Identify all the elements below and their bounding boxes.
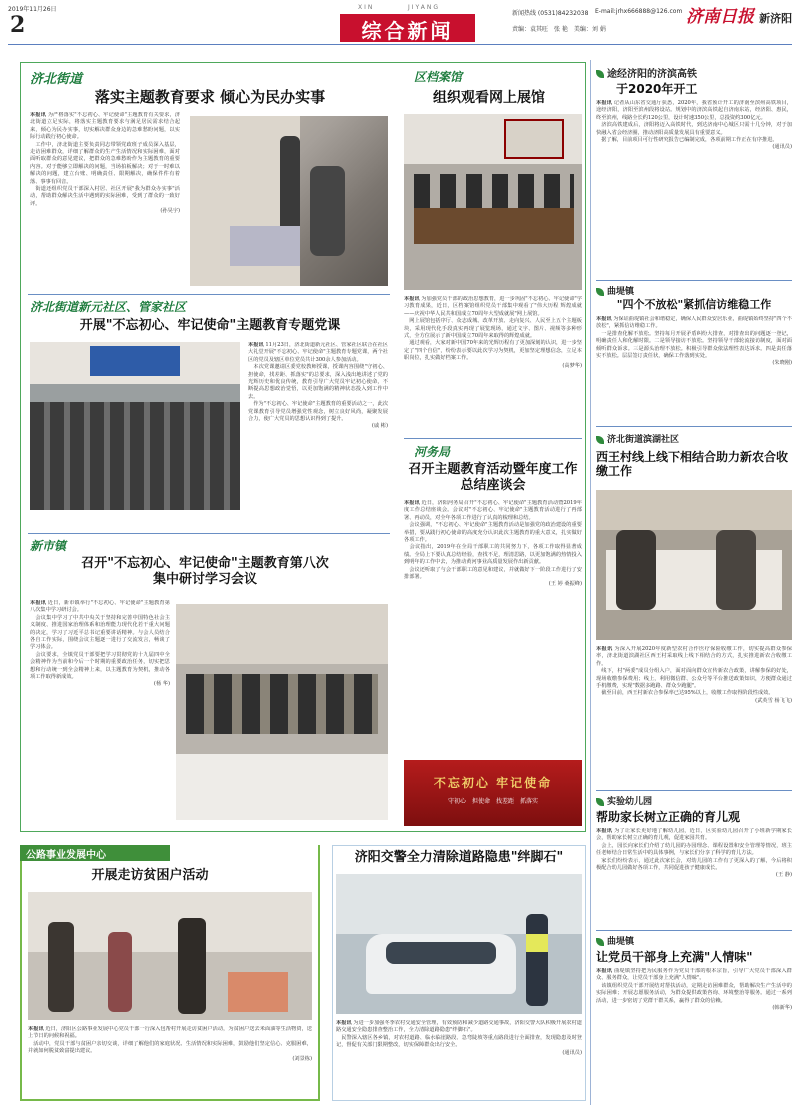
a1-tag: 济北街道 [30, 72, 83, 87]
a5-headline: 召开主题教育活动暨年度工作总结座谈会 [408, 462, 578, 493]
a5-body [404, 500, 582, 688]
logo-text: 济南日报 [686, 7, 754, 27]
a12-lead: 本报讯 [336, 1020, 352, 1026]
logo-sub: 新济阳 [759, 12, 793, 25]
a2-lead: 本报讯 [248, 342, 264, 348]
a1-author: (孙昊宇) [160, 208, 180, 215]
a10-text: 曲堤镇坚持把为民服务作为党员干部的根本宗旨，引导广大党员干部深入群众、服务群众，让党员干部身上充满"人情味"。 该镇组织党员干部开展结对帮扶活动，定期走访困难群众，帮助解决生产生活中的实际困难；开展志愿服务活动，为群众提供政策咨询、环境整治等服务。通过一系列活动，进一步密切了党群干群关系，赢得了群众的信赖。 [596, 968, 792, 1004]
a9-body [596, 828, 792, 928]
a12-body [336, 1020, 582, 1098]
a9-headline: 帮助家长树立正确的育儿观 [596, 810, 741, 824]
a1-lead: 本报讯 [30, 112, 46, 118]
masthead-date: 2019年11月26日 [8, 6, 57, 13]
a5-lead: 本报讯 [404, 500, 420, 506]
a4-photo [404, 114, 582, 290]
a5-text: 近日，济阳河务局召开"不忘初心、牢记使命"主题教育活动暨2019年度工作总结座谈会。会议对"不忘初心、牢记使命"主题教育活动进行了再部署、再动员，对全年各项工作进行了认真的梳理和总结。 会议强调，"不忘初心、牢记使命"主题教育活动是加强党的政治建设的重要举措，要从践行初心使命的高度充分认识此次主题教育的重大意义，扎实做好各项工作。 会议指出，2019年在全局干部职工的共同努力下，各项工作取得显著成绩。全局上下要认真总结经验，查找不足，理清思路，以更加饱满的热情投入到明年的工作中去，为推动黄河事业高质量发展作出新贡献。 会议还听取了与会干部职工的意见和建议，并就做好下一阶段工作进行了安排部署。 [404, 500, 582, 581]
a11-tag: 公路事业发展中心 [26, 850, 106, 861]
a8-tag-wrap [596, 432, 679, 445]
a11-body [28, 1026, 312, 1098]
a8-tag: 济北街道滨湖社区 [607, 435, 680, 445]
leaf-icon [596, 798, 604, 806]
a7-headline: "四个不放松"紧抓信访维稳工作 [616, 298, 772, 311]
a2-tag: 济北街道新元社区、管家社区 [30, 300, 187, 314]
masthead-rule [8, 44, 792, 45]
logo [686, 2, 796, 26]
a7-tag-wrap [596, 284, 634, 297]
a6-tag: 途经济阳的济滨高铁 [607, 69, 697, 80]
page-number: 2 [10, 12, 26, 38]
a5-banner [404, 760, 582, 826]
a5-banner-text: 不忘初心 牢记使命 [433, 776, 553, 790]
a2-text: 11月23日，济北街道新元社区、管家社区联合在社区大礼堂开展"不忘初心、牢记使命"主题教育专题党课，两个社区的党员及辖区单位党员共计300余人参加活动。 本次党课邀请区委党校教师授课，授课内容围绕"守初心、担使命，找差距、抓落实"的总要求，深入浅出地讲述了党的光辉历史和优良传统，教育引导广大党员牢记初心使命，不断提高思想政治觉悟，以更加饱满的精神状态投入到工作中去。 作为"不忘初心、牢记使命"主题教育的重要活动之一，此次党课教育引导党员增强党性观念，树立良好风尚，凝聚发展合力，使广大党员的思想认识得到了提升。 [248, 342, 388, 423]
a3-author: (杨 华) [153, 681, 170, 688]
pinyin-right: JIYANG [408, 4, 440, 11]
pinyin-left: XIN [358, 4, 375, 11]
a3-tag: 新市镇 [30, 539, 67, 553]
a10-tag-wrap [596, 934, 634, 947]
right-column-divider [590, 60, 591, 1105]
a4-text: 为加强党员干部的政治思想教育，进一步巩固"不忘初心、牢记使命"学习教育成果，近日，区档案馆组织党员干部集中观看了"伟大历程 辉煌成就——庆祝中华人民共和国成立70周年大型成就展"网上展馆。 网上展馆包括序厅、众志成城、改革开放、走向复兴、人民至上五个主题板块，采用现代化手段真实再现了展览现场，通过文字、图片、视频等多种形式，全方位展示了新中国成立70周年来取得的辉煌成就。 通过观看，大家对新中国70年来的光辉历程有了更加深刻的认识，进一步坚定了"四个自信"，纷纷表示要以此次学习为契机，更加坚定理想信念，立足本职岗位，扎实做好档案工作。 [404, 296, 582, 362]
a2-a3-divider [28, 533, 390, 534]
a8-text: 为深入开展2020年度新型农村合作医疗保险收缴工作，切实提高群众参保率，济北街道滨湖社区西王村采取线上线下相结合的方式，扎实推进新农合收缴工作。 线下，村"两委"成员分组入户，面对面向群众宣传新农合政策，讲解参保的好处，现场收缴参保费用；线上，利用微信群、公众号等平台推送政策知识，方便群众通过手机缴费，实现"数据多跑路、群众少跑腿"。 截至目前，西王村新农合参保率已达95%以上，收缴工作取得阶段性成效。 [596, 646, 792, 697]
a1-photo [190, 116, 388, 286]
a3-text: 近日，新市镇举行"不忘初心、牢记使命"主题教育第八次集中学习研讨会。 会议集中学习了中共中央关于坚持和完善中国特色社会主义制度、推进国家治理体系和治理能力现代化若干重大问题的决定，学习了习近平总书记重要讲话精神。与会人员结合各自工作实际，围绕会议主题逐一进行了交流发言，畅谈了学习体会。 会议要求，全镇党员干部要把学习贯彻党的十九届四中全会精神作为当前和今后一个时期的重要政治任务，切实把思想和行动统一到全会精神上来，以主题教育为契机，推动各项工作取得新成效。 [30, 600, 170, 681]
a9-a10-divider [596, 930, 792, 931]
a12-text: 为进一步加强冬季农村交通安全管理，有效预防和减少道路交通事故，济阳交警大队积极开展农村道路交通安全隐患排查整治工作，全力清除道路隐患"绊脚石"。 民警深入辖区各乡镇，对农村道路、临水临崖路段、急弯陡坡等重点路段进行全面排查，发现隐患及时登记，督促有关部门限期整改，切实保障群众出行安全。 [336, 1020, 582, 1049]
a9-tag-wrap [596, 794, 652, 807]
a2-body [248, 342, 388, 530]
a3-photo [176, 604, 388, 820]
a1-text: 为严格落实"不忘初心、牢记使命"主题教育有关要求，济北街道立足实际，将落实主题教育要求与满足居民需求结合起来，倾心为民办实事，切实解决群众身边的急难愁盼问题，以实际行动践行初心使命。 工作中，济北街道主要负责同志带领党政班子成员深入基层，走访困难群众，详细了解群众的生产生活情况和实际困难，面对面听取群众的意见建议，把群众的急难愁盼作为主题教育的重要内容。对于能够立即解决的问题，当场拍板解决；对于一时难以解决的问题，建立台账、明确责任、限期解决，确保件件有着落、事事有回音。 街道还组织党员干部深入村居、社区开展"我为群众办实事"活动，帮助群众解决生活中遇到的实际困难，受到了群众的一致好评。 [30, 112, 180, 207]
a7-text: 为保证曲堤镇社会和谐稳定，确保人民群众安居乐业，曲堤镇始终坚持"四个不放松"，紧抓信访维稳工作。 一是排查化解不放松。坚持每月开展矛盾纠纷大排查，对排查出的问题逐一登记，明确责任人和化解时限。二是领导接访不放松。坚持领导干部轮流接访制度，面对面倾听群众诉求。三是源头治理不放松。积极引导群众依法理性表达诉求。四是责任落实不放松。层层签订责任状，确保工作落到实处。 [596, 316, 792, 360]
a6-body [596, 100, 792, 276]
a10-headline: 让党员干部身上充满"人情味" [596, 950, 753, 964]
leaf-icon [596, 938, 604, 946]
leaf-icon [596, 288, 604, 296]
a4-headline: 组织观看网上展馆 [433, 90, 545, 106]
a11-author: (刘景栋) [292, 1055, 312, 1062]
a10-tag: 曲堤镇 [607, 937, 635, 947]
a2-author: (戚 彬) [371, 423, 388, 430]
a5-author: (王 婷 桑振峰) [548, 581, 582, 588]
a6-headline: 于2020年开工 [616, 82, 698, 96]
a3-body [30, 600, 170, 825]
a8-author: (武英雪 杨飞飞) [755, 697, 792, 704]
a1-body [30, 112, 180, 287]
a3-headline: 召开"不忘初心、牢记使命"主题教育第八次集中研讨学习会议 [81, 556, 329, 587]
a11-headline: 开展走访贫困户活动 [91, 868, 209, 883]
a7-a8-divider [596, 426, 792, 427]
a9-text: 为了让家长更好地了解幼儿园，近日，区实验幼儿园召开了小班新学期家长会，帮助家长树立正确的育儿观，促进家园共育。 会上，园长向家长们介绍了幼儿园的办园理念、课程设置和安全管理等情况，班主任老师结合日常生活中的具体事例，与家长们分享了科学的育儿方法。 家长们纷纷表示，通过此次家长会，对幼儿园的工作有了更深入的了解，今后将积极配合幼儿园做好各项工作，共同促进孩子健康成长。 [596, 828, 792, 872]
leaf-icon [596, 70, 604, 78]
a11-text: 近日，济阳区公路事业发展中心党员干部一行深入包帮村开展走访贫困户活动，为贫困户送去米面油等生活物资，送上节日的问候和祝福。 活动中，党员干部与贫困户亲切交谈，详细了解他们的家庭状况、生活情况和实际困难，鼓励他们坚定信心、克服困难，并就如何脱贫致富提出建议。 [28, 1026, 312, 1055]
a12-headline: 济阳交警全力清除道路隐患"绊脚石" [354, 850, 564, 865]
a3-lead: 本报讯 [30, 600, 46, 606]
a7-author: (朱晓刚) [772, 360, 792, 367]
a8-a9-divider [596, 790, 792, 791]
a11-photo [28, 892, 312, 1020]
a8-photo [596, 490, 792, 640]
a12-author: (通讯员) [562, 1049, 582, 1056]
a10-body [596, 968, 792, 1100]
a1-a2-divider [28, 294, 390, 295]
a11-lead: 本报讯 [28, 1026, 44, 1032]
editor-credits: 责编：袁其旺 张 艳 美编：刘 娟 [512, 26, 606, 33]
a1-headline: 落实主题教育要求 倾心为民办实事 [94, 88, 326, 106]
a10-author: (韩新华) [772, 1005, 792, 1012]
leaf-icon [596, 436, 604, 444]
a6-author: (通讯员) [772, 144, 792, 151]
a7-lead: 本报讯 [596, 316, 612, 322]
a6-text: 记者从山东省交通厅获悉，2020年，我省预计开工的济南至滨州高铁项目，途经济阳，济阳至滨州段将设站。规划中的济滨高铁起自济南东站，经济阳、惠民，终至滨州，线路全长约120公里，设计时速350公里，总投资约300亿元。 济滨高铁建成后，济阳将迈入高铁时代，到达济南中心城区只需十几分钟，对于加快融入省会经济圈，推动济阳高质量发展具有重要意义。 据了解，目前项目可行性研究报告已编制完成，各项前期工作正在有序推进。 [596, 100, 792, 144]
a2-headline: 开展"不忘初心、牢记使命"主题教育专题党课 [79, 318, 341, 333]
a7-body [596, 316, 792, 422]
a5-banner-sub: 守初心 担使命 找差距 抓落实 [447, 798, 538, 805]
a4-tag: 区档案馆 [414, 70, 463, 84]
a6-a7-divider [596, 280, 792, 281]
a8-headline: 西王村线上线下相结合助力新农合收缴工作 [596, 450, 789, 479]
a9-tag: 实验幼儿园 [607, 797, 653, 807]
a9-author: (王 静) [775, 872, 792, 879]
hotline: 新闻热线 (0531)84232038 [512, 10, 589, 17]
a4-lead: 本报讯 [404, 296, 420, 302]
a2-photo [30, 342, 240, 510]
a6-tag-wrap [596, 65, 792, 80]
a7-tag: 曲堤镇 [607, 287, 635, 297]
email: E-mail:jrhx666888@126.com [595, 8, 683, 15]
a8-lead: 本报讯 [596, 646, 613, 652]
section-title: 综合新闻 [361, 19, 454, 43]
a4-body [404, 296, 582, 436]
a4-author: (高梦华) [562, 362, 582, 369]
a10-lead: 本报讯 [596, 968, 613, 974]
a8-body [596, 646, 792, 786]
a5-tag: 河务局 [414, 445, 451, 459]
a6-lead: 本报讯 [596, 100, 612, 106]
a12-photo [336, 874, 582, 1014]
a9-lead: 本报讯 [596, 828, 613, 834]
a4-a5-divider [404, 438, 582, 439]
